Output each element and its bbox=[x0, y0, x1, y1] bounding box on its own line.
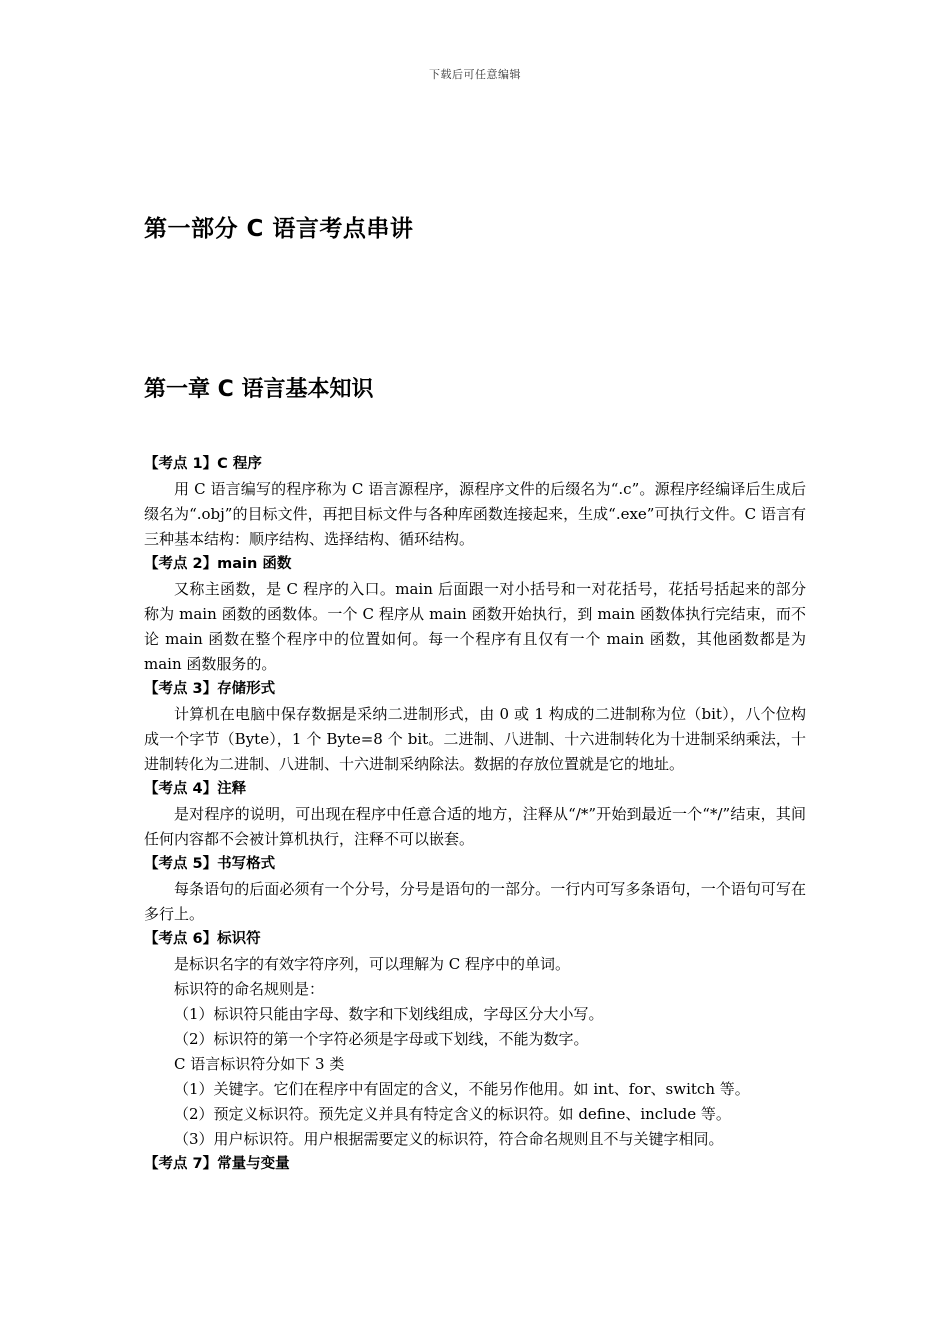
section6-line: 是标识名字的有效字符序列，可以理解为 C 程序中的单词。 bbox=[174, 955, 571, 973]
section6-list-item: （2）标识符的第一个字符必须是字母或下划线，不能为数字。 bbox=[174, 1030, 589, 1048]
section6-list-item: （1）标识符只能由字母、数字和下划线组成，字母区分大小写。 bbox=[174, 1005, 604, 1023]
section-paragraph-4: 是对程序的说明，可出现在程序中任意合适的地方，注释从“/*”开始到最近一个“*/”结束，其间任何内容都不会被计算机执行，注释不可以嵌套。 bbox=[144, 805, 806, 848]
section-title-3: 【考点 3】存储形式 bbox=[144, 681, 276, 697]
section-paragraph-2: 又称主函数，是 C 程序的入口。main 后面跟一对小括号和一对花括号，花括号括起来的部分称为 main 函数的函数体。一个 C 程序从 main 函数开始执行，到 main 函数体执行完结束，而不论 main 函数在整个程序中的位置如何。每一个程序有且仅有一个 main 函数，其他函数都是为 main 函数服务的。 bbox=[144, 580, 806, 673]
part-title: 第一部分 C 语言考点串讲 bbox=[144, 216, 414, 242]
section-title-6: 【考点 6】标识符 bbox=[144, 931, 261, 947]
section-title-4: 【考点 4】注释 bbox=[144, 781, 247, 797]
section-title-1: 【考点 1】C 程序 bbox=[144, 456, 262, 472]
section-title-5: 【考点 5】书写格式 bbox=[144, 856, 276, 872]
section-paragraph-5: 每条语句的后面必须有一个分号，分号是语句的一部分。一行内可写多条语句，一个语句可写在多行上。 bbox=[144, 880, 806, 923]
document-body bbox=[144, 452, 806, 1177]
section-title-7: 【考点 7】常量与变量 bbox=[144, 1156, 290, 1172]
section6-line: 标识符的命名规则是： bbox=[174, 980, 325, 998]
section-title-2: 【考点 2】main 函数 bbox=[144, 556, 292, 572]
section6-list-item: （2）预定义标识符。预先定义并具有特定含义的标识符。如 define、include 等。 bbox=[174, 1105, 731, 1123]
header-note: 下载后可任意编辑 bbox=[429, 68, 521, 81]
section6-line: C 语言标识符分如下 3 类 bbox=[174, 1055, 345, 1073]
section6-list-item: （1）关键字。它们在程序中有固定的含义，不能另作他用。如 int、for、switch 等。 bbox=[174, 1080, 750, 1098]
chapter-title: 第一章 C 语言基本知识 bbox=[144, 377, 374, 402]
section-paragraph-1: 用 C 语言编写的程序称为 C 语言源程序，源程序文件的后缀名为“.c”。源程序经编译后生成后缀名为“.obj”的目标文件，再把目标文件与各种库函数连接起来，生成“.exe”可执行文件。C 语言有三种基本结构：顺序结构、选择结构、循环结构。 bbox=[144, 480, 806, 548]
section-paragraph-3: 计算机在电脑中保存数据是采纳二进制形式，由 0 或 1 构成的二进制称为位（bit），八个位构成一个字节（Byte），1 个 Byte=8 个 bit。二进制、八进制、十六进制转化为十进制采纳乘法，十进制转化为二进制、八进制、十六进制采纳除法。数据的存放位置就是它的地址。 bbox=[144, 705, 806, 773]
section6-list-item: （3）用户标识符。用户根据需要定义的标识符，符合命名规则且不与关键字相同。 bbox=[174, 1130, 724, 1148]
